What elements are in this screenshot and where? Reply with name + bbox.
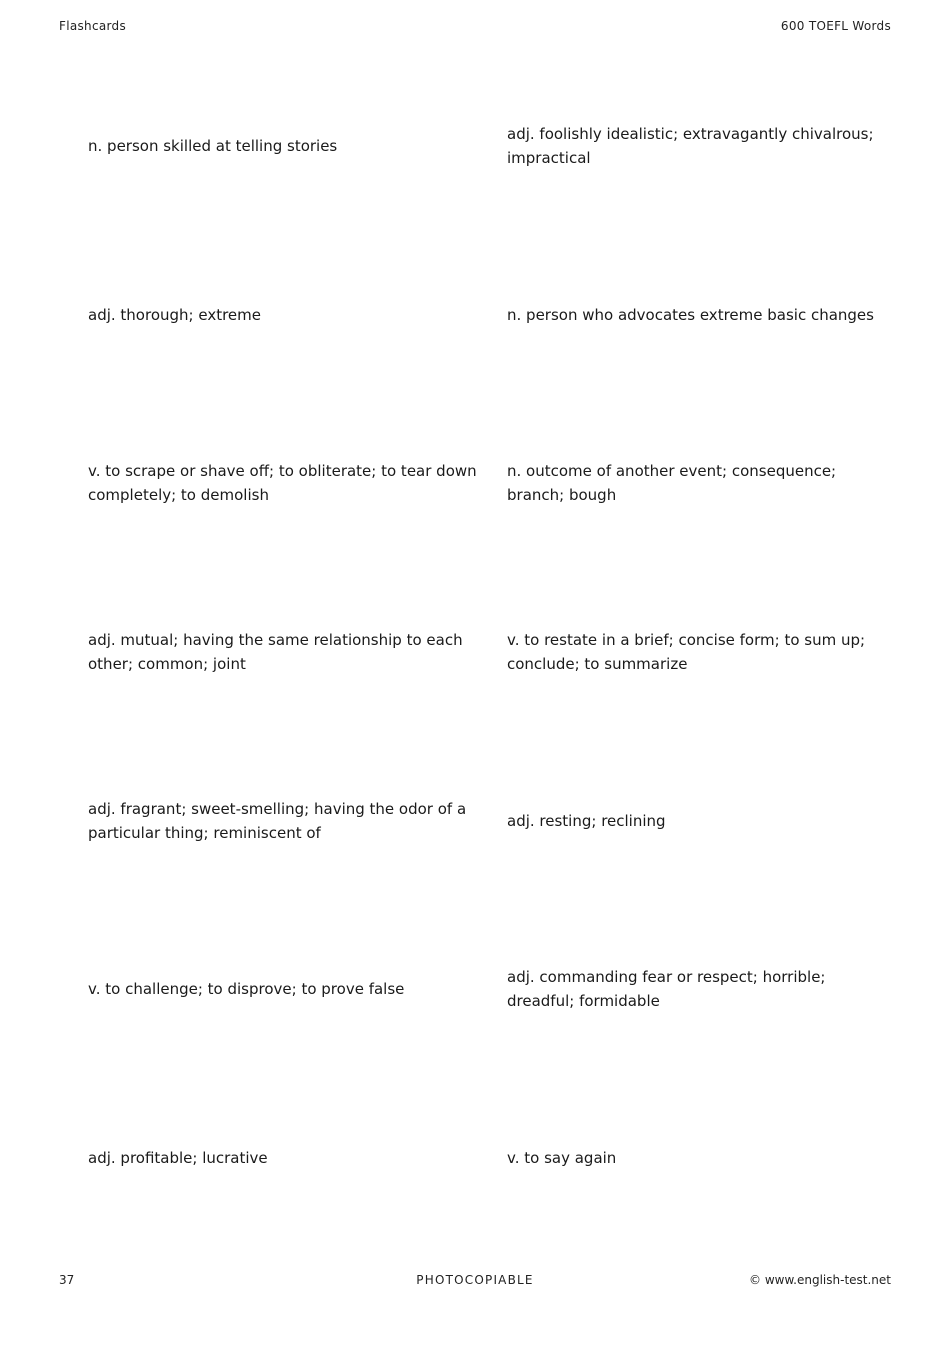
flashcard-definition: adj. profitable; lucrative <box>88 1148 268 1167</box>
flashcard <box>88 399 507 568</box>
flashcard-definition: n. person skilled at telling stories <box>88 137 338 156</box>
flashcard <box>88 1074 507 1243</box>
header-subtitle: 600 TOEFL Words <box>780 19 891 33</box>
flashcard <box>507 62 926 231</box>
flashcard-definition: v. to scrape or shave off; to obliterate; to tear down completely; to demolish <box>88 462 477 505</box>
flashcard-definition: adj. foolishly idealistic; extravagantly chivalrous; impractical <box>507 125 874 168</box>
flashcard-definition: v. to say again <box>507 1148 617 1167</box>
flashcard <box>507 1074 926 1243</box>
page-number: 37 <box>59 1273 75 1287</box>
flashcard-definition: adj. resting; reclining <box>507 811 666 830</box>
flashcard <box>88 905 507 1074</box>
flashcard-definition: adj. fragrant; sweet-smelling; having the odor of a particular thing; reminiscent of <box>88 799 467 842</box>
header-title: Flashcards <box>59 19 126 33</box>
flashcard-grid <box>0 62 950 1242</box>
flashcard <box>88 62 507 231</box>
flashcard-definition: adj. thorough; extreme <box>88 305 261 324</box>
flashcard <box>88 568 507 737</box>
flashcard-definition: n. outcome of another event; consequence; branch; bough <box>507 462 837 505</box>
flashcard-definition: adj. commanding fear or respect; horrible; dreadful; formidable <box>507 968 826 1011</box>
flashcard <box>507 736 926 905</box>
flashcard-definition: n. person who advocates extreme basic changes <box>507 305 874 324</box>
copyright-link: © www.english-test.net <box>749 1273 891 1287</box>
flashcard-definition: v. to challenge; to disprove; to prove false <box>88 980 405 999</box>
flashcard <box>507 905 926 1074</box>
footer-notice: PHOTOCOPIABLE <box>416 1273 534 1287</box>
flashcard <box>88 231 507 400</box>
flashcard <box>507 231 926 400</box>
flashcard <box>507 399 926 568</box>
flashcard <box>88 736 507 905</box>
flashcard <box>507 568 926 737</box>
flashcard-definition: adj. mutual; having the same relationship to each other; common; joint <box>88 631 463 674</box>
flashcard-definition: v. to restate in a brief; concise form; to sum up; conclude; to summarize <box>507 631 866 674</box>
